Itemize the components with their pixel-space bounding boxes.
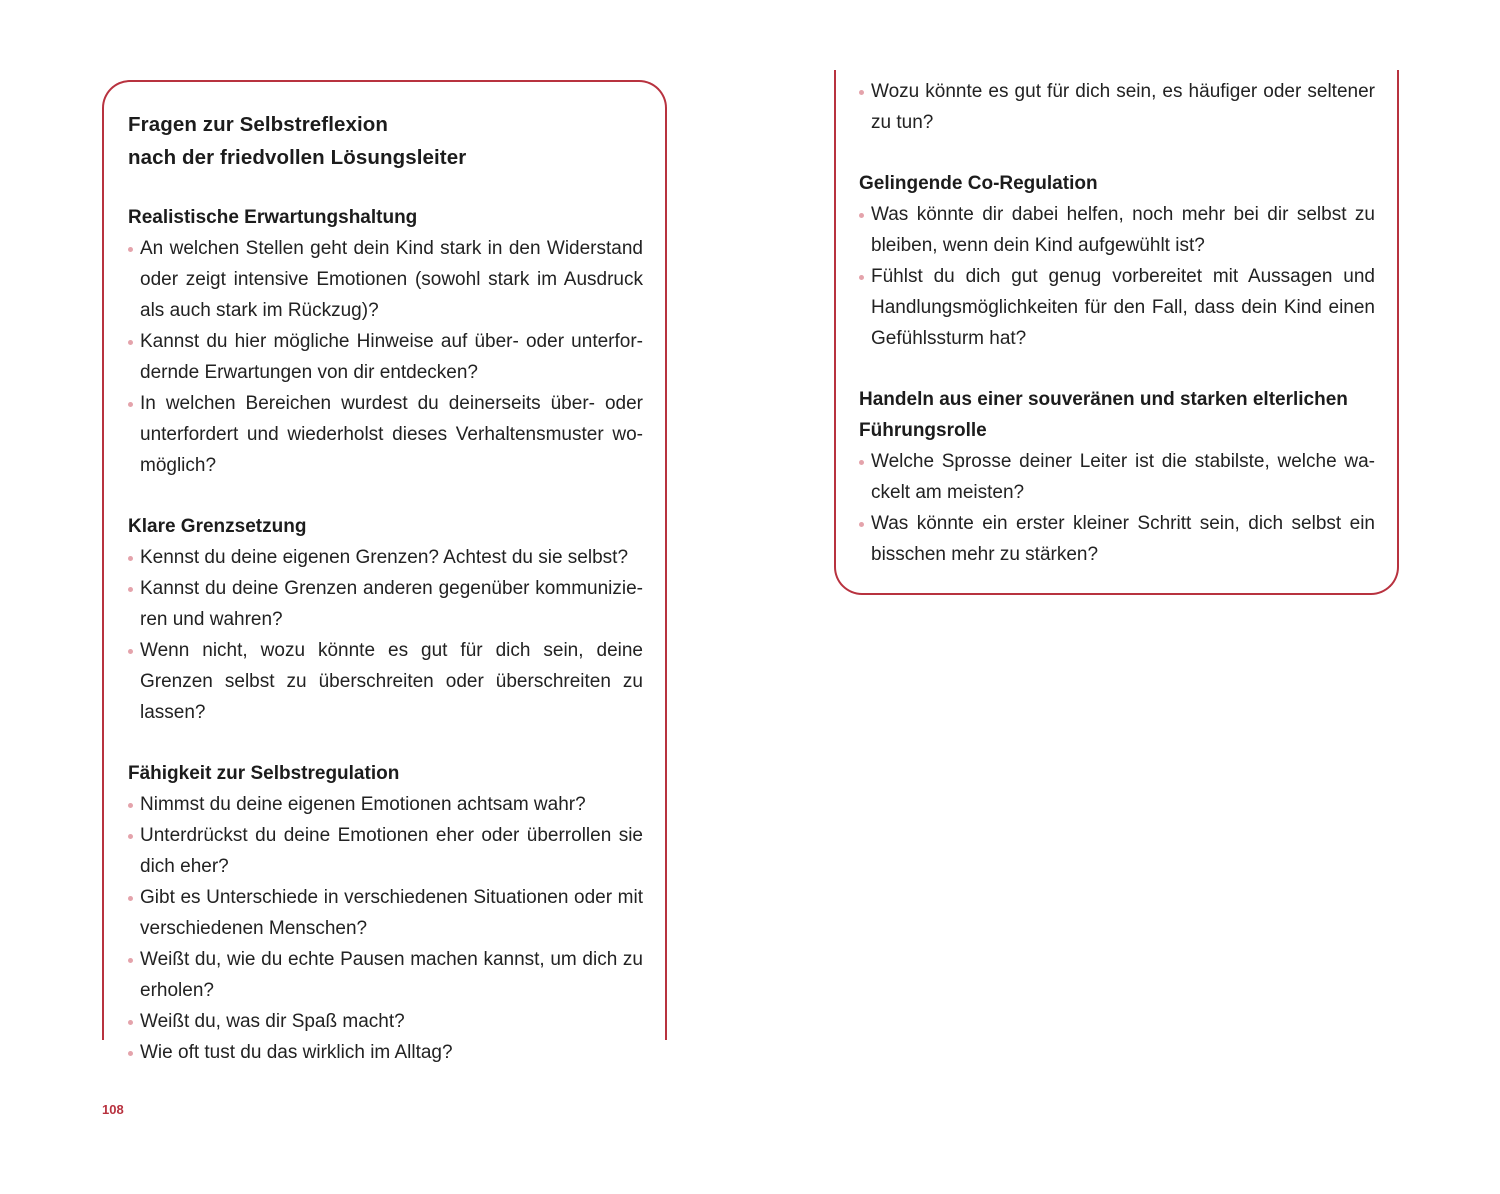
reflection-box-right — [834, 70, 1399, 595]
question-item: Welche Sprosse deiner Leiter ist die stabilste, welche wackelt am meisten? — [859, 446, 1375, 508]
question-item: Unterdrückst du deine Emotionen eher oder überrollen sie dich eher? — [128, 820, 643, 882]
page-number: 108 — [102, 1102, 124, 1117]
question-item: Kannst du deine Grenzen anderen gegenüber kommunizieren und wahren? — [128, 573, 643, 635]
question-item: Kannst du hier mögliche Hinweise auf über- oder unterfordernde Erwartungen von dir entdecken? — [128, 326, 643, 388]
section-parental-leadership — [859, 384, 1375, 570]
section-heading: Handeln aus einer souveränen und starken elterlichen Führungsrolle — [859, 389, 1348, 441]
question-item: Fühlst du dich gut genug vorbereitet mit Aussagen und Handlungsmöglichkeiten für den Fall, dass dein Kind einen Gefühlssturm hat? — [859, 261, 1375, 354]
question-list — [128, 233, 643, 481]
question-list — [859, 446, 1375, 570]
question-list — [859, 76, 1375, 138]
section-self-regulation — [128, 758, 643, 1068]
section-heading: Klare Grenzsetzung — [128, 516, 307, 537]
reflection-box-left — [102, 80, 667, 1063]
question-list — [859, 199, 1375, 354]
section-co-regulation — [859, 168, 1375, 354]
question-item: Gibt es Unterschiede in verschiedenen Situationen oder mit verschiedenen Menschen? — [128, 882, 643, 944]
question-list — [128, 789, 643, 1068]
question-item: Was könnte dir dabei helfen, noch mehr bei dir selbst zu bleiben, wenn dein Kind aufgewühlt ist? — [859, 199, 1375, 261]
question-item: Nimmst du deine eigenen Emotionen achtsam wahr? — [128, 789, 643, 820]
section-continued — [859, 76, 1375, 138]
section-heading: Realistische Erwartungshaltung — [128, 207, 418, 228]
question-list — [128, 542, 643, 728]
box-title-line2: nach der friedvollen Lösungsleiter — [128, 146, 467, 169]
question-item: Kennst du deine eigenen Grenzen? Achtest du sie selbst? — [128, 542, 643, 573]
question-item: Weißt du, was dir Spaß macht? — [128, 1006, 643, 1037]
question-item: In welchen Bereichen wurdest du deinerseits über- oder unterfordert und wiederholst dieses Verhaltensmuster womöglich? — [128, 388, 643, 481]
question-item: Wenn nicht, wozu könnte es gut für dich sein, deine Grenzen selbst zu überschreiten oder überschreiten zu lassen? — [128, 635, 643, 728]
question-item: Was könnte ein erster kleiner Schritt sein, dich selbst ein bisschen mehr zu stärken? — [859, 508, 1375, 570]
section-clear-boundaries — [128, 511, 643, 728]
question-item: An welchen Stellen geht dein Kind stark in den Widerstand oder zeigt intensive Emotionen (sowohl stark im Ausdruck als auch stark im Rückzug)? — [128, 233, 643, 326]
section-realistic-expectations — [128, 202, 643, 481]
section-heading: Fähigkeit zur Selbstregulation — [128, 763, 400, 784]
section-heading: Gelingende Co-Regulation — [859, 173, 1098, 194]
box-title — [128, 108, 643, 174]
question-item: Wie oft tust du das wirklich im Alltag? — [128, 1037, 643, 1068]
question-item: Weißt du, wie du echte Pausen machen kannst, um dich zu erholen? — [128, 944, 643, 1006]
box-title-line1: Fragen zur Selbstreflexion — [128, 113, 389, 136]
question-item: Wozu könnte es gut für dich sein, es häufiger oder seltener zu tun? — [859, 76, 1375, 138]
